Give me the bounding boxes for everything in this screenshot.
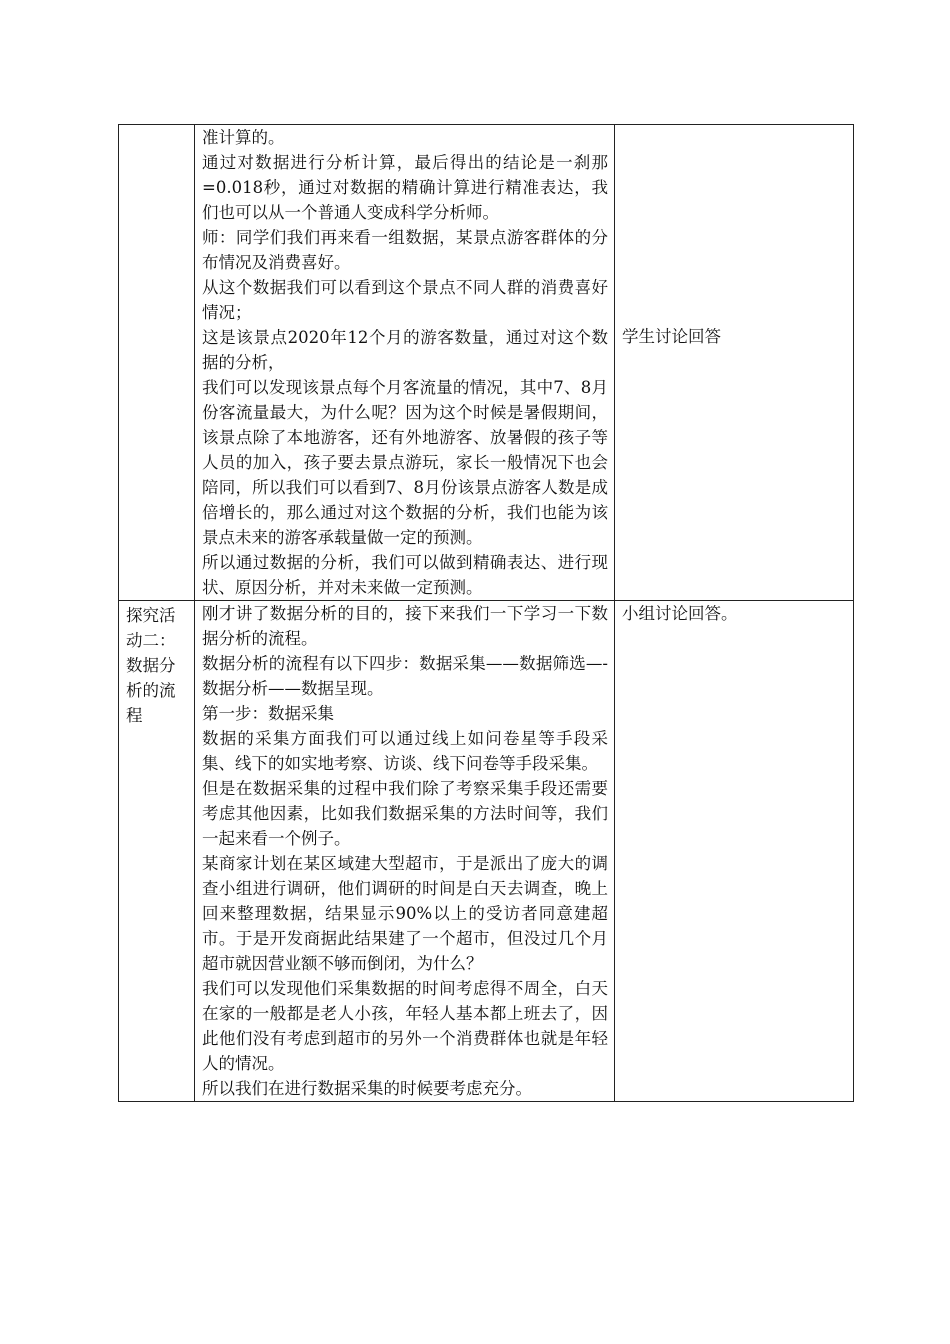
paragraph: 准计算的。: [202, 128, 285, 147]
paragraph: 我们可以发现他们采集数据的时间考虑得不周全，白天在家的一般都是老人小孩，年轻人基本都上班去了，因此他们没有考虑到超市的另外一个消费群体也就是年轻人的情况。: [202, 979, 608, 1073]
paragraph: 第一步：数据采集: [202, 704, 334, 723]
paragraph: 刚才讲了数据分析的目的，接下来我们一下学习一下数据分析的流程。: [202, 604, 608, 648]
paragraph: 所以通过数据的分析，我们可以做到精确表达、进行现状、原因分析，并对未来做一定预测。: [202, 553, 608, 597]
paragraph: 数据分析的流程有以下四步：数据采集——数据筛选—-数据分析——数据呈现。: [202, 654, 608, 698]
lesson-plan-table: [118, 124, 854, 1102]
paragraph: 某商家计划在某区域建大型超市，于是派出了庞大的调查小组进行调研，他们调研的时间是白天去调查，晚上回来整理数据，结果显示90%以上的受访者同意建超市。于是开发商据此结果建了一个超市，但没过几个月超市就因营业额不够而倒闭，为什么？: [202, 854, 608, 973]
student-activity-text: 小组讨论回答。: [622, 604, 738, 623]
student-activity-cell: [615, 125, 854, 601]
teacher-activity-cell: [195, 125, 615, 601]
paragraph: 所以我们在进行数据采集的时候要考虑充分。: [202, 1079, 532, 1098]
table-row: [119, 601, 854, 1102]
paragraph: 从这个数据我们可以看到这个景点不同人群的消费喜好情况；: [202, 278, 608, 322]
stage-cell: [119, 125, 195, 601]
stage-label: 探究活动二：数据分析的流程: [126, 606, 176, 725]
paragraph: 这是该景点2020年12个月的游客数量，通过对这个数据的分析，: [202, 328, 608, 372]
paragraph: 我们可以发现该景点每个月客流量的情况，其中7、8月份客流量最大，为什么呢？因为这个时候是暑假期间，该景点除了本地游客，还有外地游客、放暑假的孩子等人员的加入，孩子要去景点游玩，家长一般情况下也会陪同，所以我们可以看到7、8月份该景点游客人数是成倍增长的，那么通过对这个数据的分析，我们也能为该景点未来的游客承载量做一定的预测。: [202, 378, 608, 547]
table-row: [119, 125, 854, 601]
teacher-activity-cell: [195, 601, 615, 1102]
paragraph: 通过对数据进行分析计算，最后得出的结论是一刹那=0.018秒，通过对数据的精确计算进行精准表达，我们也可以从一个普通人变成科学分析师。: [202, 153, 608, 222]
student-activity-cell: [615, 601, 854, 1102]
stage-cell: [119, 601, 195, 1102]
student-activity-text: 学生讨论回答: [622, 327, 721, 346]
paragraph: 但是在数据采集的过程中我们除了考察采集手段还需要考虑其他因素，比如我们数据采集的方法时间等，我们一起来看一个例子。: [202, 779, 608, 848]
paragraph: 师：同学们我们再来看一组数据，某景点游客群体的分布情况及消费喜好。: [202, 228, 608, 272]
paragraph: 数据的采集方面我们可以通过线上如问卷星等手段采集、线下的如实地考察、访谈、线下问卷等手段采集。: [202, 729, 608, 773]
